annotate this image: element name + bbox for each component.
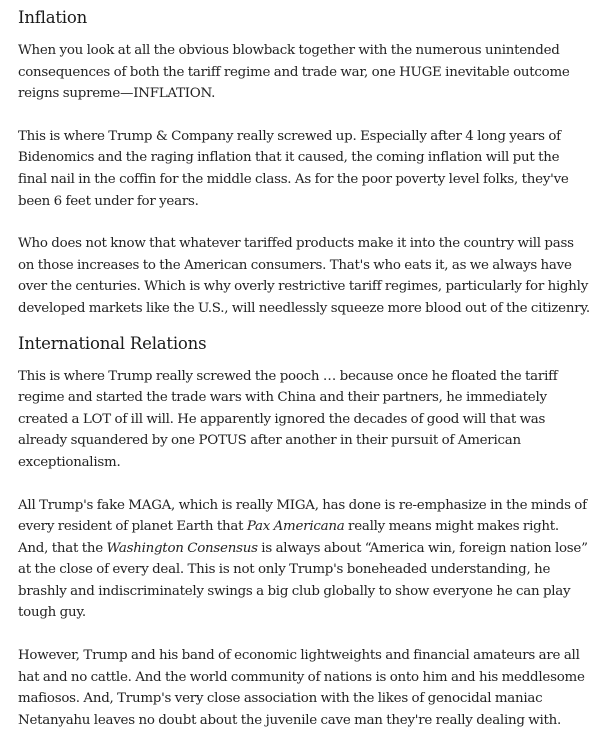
- washington-consensus-emphasis: Washington Consensus: [106, 540, 258, 556]
- paragraph-fake-maga: [18, 495, 590, 625]
- paragraph-trump-company: This is where Trump & Company really screwed up. Especially after 4 long years of Bidenomics and the raging inflation that it caused, the coming inflation will put the final nail in the coffin for the middle class. As for the poor poverty level folks, they've been 6 feet under for years.: [18, 128, 569, 209]
- maga-text-part1: All Trump's fake MAGA, which is really MIGA, has done is re-emphasize in the minds of every resident of planet Earth that: [18, 497, 587, 535]
- paragraph-economic-lightweights: However, Trump and his band of economic lightweights and financial amateurs are all hat and no cattle. And the world community of nations is onto him and his meddlesome mafiosos. And, Trump's very close association with the likes of genocidal maniac Netanyahu leaves no doubt about the juvenile cave man they're really dealing with.: [18, 648, 585, 728]
- maga-text-part3: is always about “America win, foreign nation lose” at the close of every deal. This is not only Trump's boneheaded understanding, he brashly and indiscriminately swings a big club globally to show everyone he can play tough guy.: [18, 540, 588, 621]
- paragraph-trade-wars: This is where Trump really screwed the pooch … because once he floated the tariff regime and started the trade wars with China and their partners, he immediately created a LOT of ill will. He apparently ignored the decades of good will that was already squandered by one POTUS after another in their pursuit of American exceptionalism.: [18, 368, 558, 470]
- article-body: [18, 0, 590, 731]
- pax-americana-emphasis: Pax Americana: [246, 519, 345, 535]
- paragraph-inflation-intro: When you look at all the obvious blowback together with the numerous unintended consequences of both the tariff regime and trade war, one HUGE inevitable outcome reigns supreme—INFLATION.: [18, 43, 570, 102]
- section-heading-international-relations: International Relations: [18, 333, 207, 353]
- paragraph-tariffed-products: Who does not know that whatever tariffed products make it into the country will pass on those increases to the American consumers. That's who eats it, as we always have over the centuries. Which is why overly restrictive tariff regimes, particularly for highly developed markets like the U.S., will needlessly squeeze more blood out of the citizenry.: [18, 236, 590, 316]
- maga-text-part2: really means might makes right. And, that the: [18, 519, 559, 556]
- section-heading-inflation: Inflation: [18, 8, 88, 27]
